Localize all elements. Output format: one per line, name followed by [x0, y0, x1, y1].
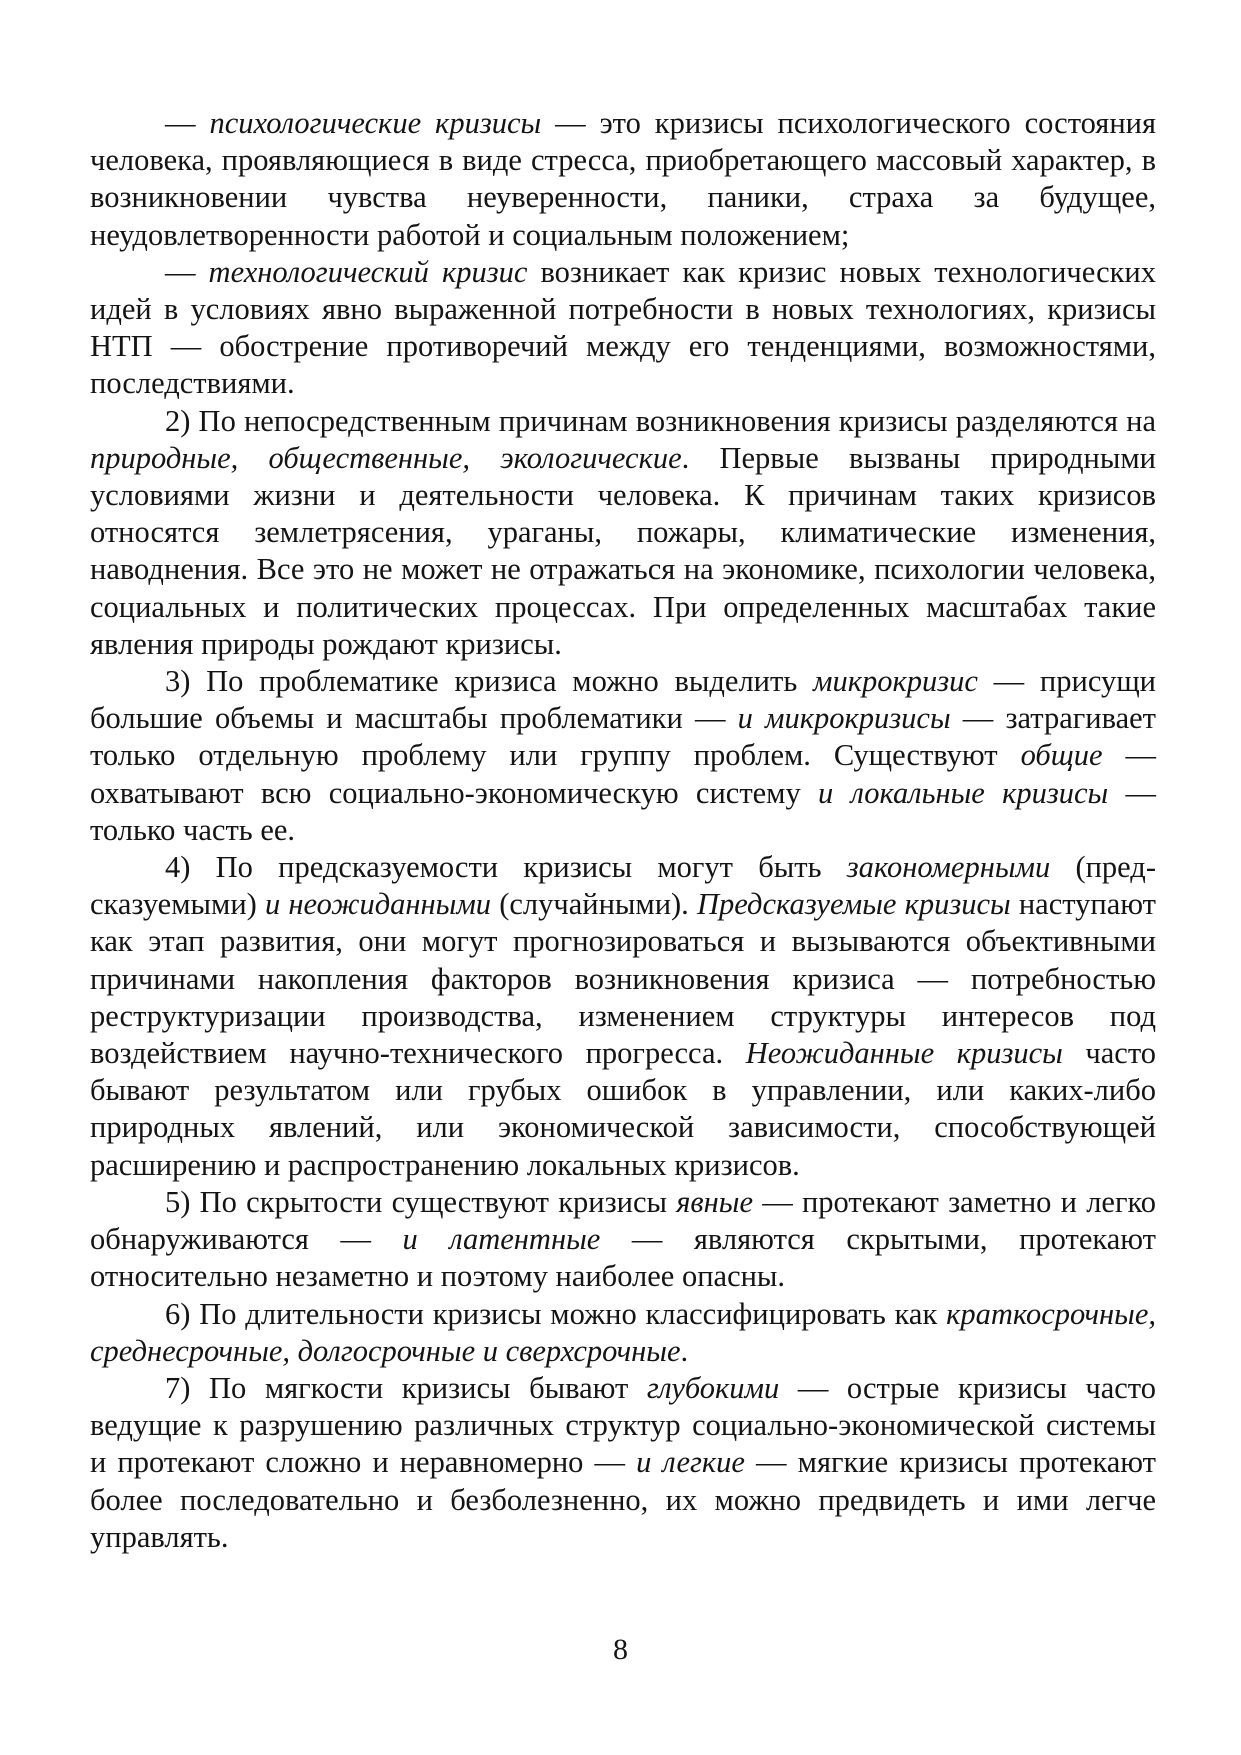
text-run: — — [165, 254, 209, 289]
text-run: — являются скрытыми, протекают относительно незаметно и поэтому наиболее опасны. — [90, 1222, 1156, 1294]
italic-term: закономерными — [846, 850, 1051, 885]
text-run: 6) По длительности кризисы можно классифицировать как — [165, 1296, 947, 1331]
paragraph-item-5 — [90, 1184, 1156, 1296]
text-run: . — [680, 1333, 689, 1368]
italic-term: и латентные — [402, 1222, 601, 1257]
paragraph-item-6 — [90, 1296, 1156, 1370]
italic-term: и неожиданными — [264, 887, 492, 922]
text-run: — затрагивает только отдельную проблему или группу проблем. Существуют — [90, 701, 1156, 773]
text-run: — мягкие кризисы протекают более последовательно и безболезненно, их можно предвидеть и ими легче управлять. — [90, 1445, 1156, 1554]
italic-term: явные — [676, 1184, 753, 1219]
italic-term: глубокими — [646, 1370, 780, 1405]
text-run: — острые кризисы часто ведущие к разрушению различных структур социально-экономической системы и протекают сложно и неравномерно — — [90, 1370, 1156, 1480]
body-text — [90, 105, 1156, 1556]
paragraph-item-3 — [90, 663, 1156, 849]
paragraph-item-4 — [90, 849, 1156, 1184]
text-run: наступают как этап развития, они могут прогнозироваться и вызываются объективными причинами накопления факторов возникновения кризиса — потребностью реструктуризации производства, изменением структуры интересов под воздействием научно-технического прогресса. — [90, 887, 1156, 1071]
italic-term: Предсказуемые кризисы — [696, 887, 1011, 922]
text-run: — охватывают всю социально-экономическую систему — [90, 738, 1156, 810]
text-run: — только часть ее. — [90, 775, 1157, 847]
text-run: возникает как кризис новых технологических идей в условиях явно выраженной потребности в новых технологиях, кризисы НТП — обострение противоречий между его тенденциями, возможностями, последствиями. — [90, 254, 1156, 401]
paragraph-item-2 — [90, 403, 1156, 663]
italic-term: общие — [1020, 738, 1103, 773]
text-run: . Первые вызваны природными условиями жизни и деятельности человека. К причинам таких кризисов относятся землетрясения, ураганы, пожары, климатические изменения, наводнения. Все это не может не отражаться на экономике, психологии человека, социальных и политических процессах. При определенных масштабах такие явления природы рождают кризисы. — [90, 440, 1156, 661]
text-run: — это кризисы психологического состояния человека, проявляющиеся в виде стресса, приобретающего массовый характер, в возникновении чувства неуверенности, паники, страха за будущее, неудовлетворенности работой и социальным положением; — [90, 106, 1156, 252]
text-run: 7) По мягкости кризисы бывают — [165, 1370, 647, 1405]
text-run: — — [165, 106, 210, 140]
italic-term: и локальные кризисы — [818, 775, 1109, 810]
italic-term: краткосрочные, среднесрочные, долгосрочные и сверхсрочные — [90, 1296, 1156, 1368]
italic-term: и легкие — [636, 1445, 745, 1480]
paragraph-psychological-crises — [90, 105, 1156, 254]
italic-term: технологический кризис — [208, 254, 528, 289]
text-run: 3) По проблематике кризиса можно выделить — [165, 664, 813, 699]
text-run: часто бывают результатом или грубых ошибок в управлении, или каких-либо природных явлений, или экономической зависимости, способствующей расширению и распространению локальных кризисов. — [90, 1036, 1156, 1182]
text-run: (предсказуемыми) — [90, 850, 1156, 922]
paragraph-item-7 — [90, 1370, 1156, 1556]
italic-term: Неожиданные кризисы — [745, 1036, 1063, 1071]
page-number: 8 — [613, 1633, 628, 1666]
text-run: 2) По непосредственным причинам возникновения кризисы разделяются на — [165, 403, 1156, 438]
text-run: — протекают заметно и легко обнаруживаются — — [90, 1184, 1156, 1257]
text-run: (случайными). — [491, 887, 697, 922]
italic-term: и микрокризисы — [737, 701, 951, 736]
text-run: — присущи большие объемы и масштабы проблематики — — [90, 664, 1157, 736]
text-run: 4) По предсказуемости кризисы могут быть — [165, 850, 847, 885]
text-run: 5) По скрытости существуют кризисы — [165, 1184, 677, 1219]
paragraph-technological-crisis — [90, 254, 1156, 403]
italic-term: природные, общественные, экологические — [90, 440, 682, 475]
italic-term: микрокризис — [812, 664, 978, 699]
italic-term: психологические кризисы — [209, 106, 542, 140]
